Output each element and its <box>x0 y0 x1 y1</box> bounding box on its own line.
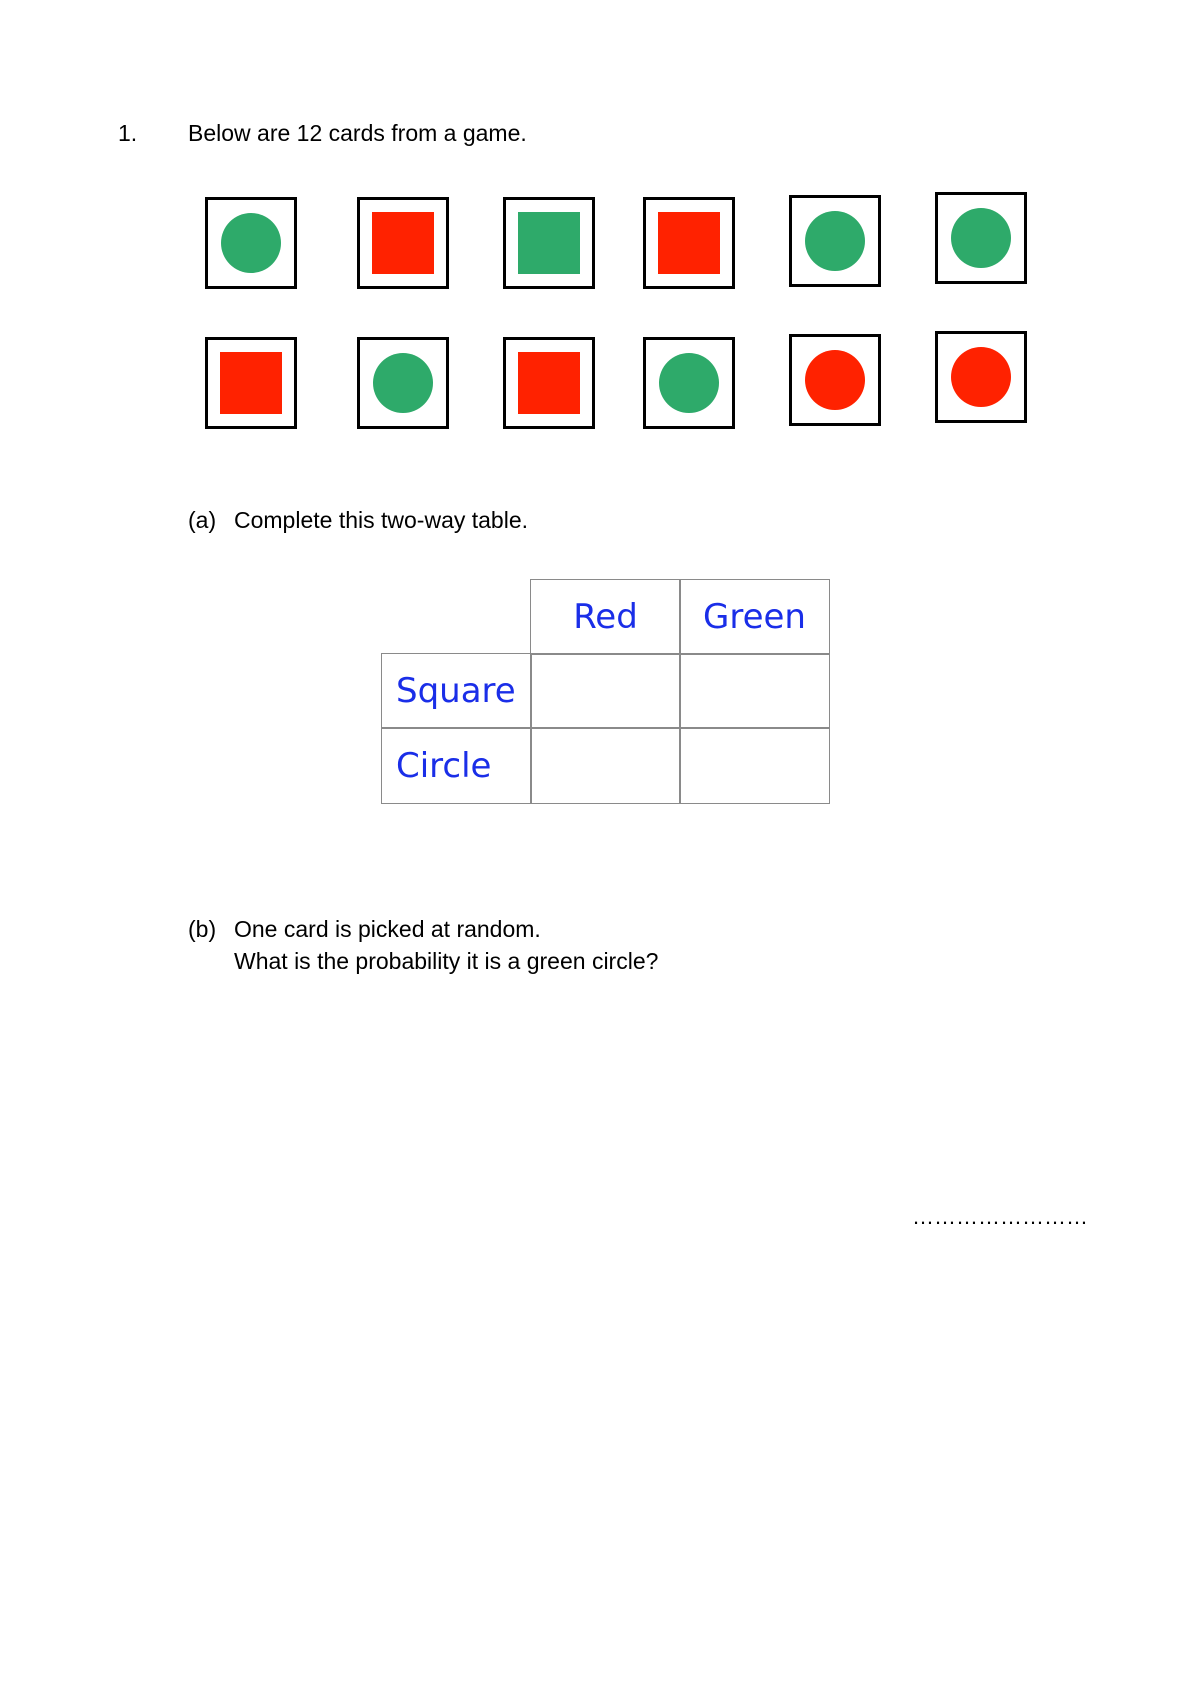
part-b-text-1: One card is picked at random. <box>234 916 541 942</box>
part-b-text-2: What is the probability it is a green circle? <box>234 948 659 974</box>
part-a-label: (a) <box>188 507 217 533</box>
card <box>357 337 449 429</box>
answer-cell-square-green[interactable] <box>679 653 830 729</box>
column-header-red: Red <box>530 579 681 655</box>
red-square-icon <box>220 352 282 414</box>
question-number: 1. <box>118 120 138 146</box>
green-circle-icon <box>805 211 865 271</box>
card <box>205 337 297 429</box>
green-circle-icon <box>373 353 433 413</box>
green-circle-icon <box>951 208 1011 268</box>
column-header-green: Green <box>679 579 830 655</box>
green-circle-icon <box>659 353 719 413</box>
part-b-line-1 <box>188 913 658 945</box>
card <box>205 197 297 289</box>
card <box>935 331 1027 423</box>
red-square-icon <box>518 352 580 414</box>
red-square-icon <box>372 212 434 274</box>
part-b-prompt <box>188 913 658 977</box>
row-header-circle: Circle <box>381 727 532 804</box>
red-square-icon <box>658 212 720 274</box>
question-text: Below are 12 cards from a game. <box>188 120 527 146</box>
answer-cell-square-red[interactable] <box>530 653 681 729</box>
green-circle-icon <box>221 213 281 273</box>
two-way-table <box>381 579 830 804</box>
card <box>643 337 735 429</box>
card <box>789 195 881 287</box>
card <box>935 192 1027 284</box>
part-b-label: (b) <box>188 916 217 942</box>
part-a-text: Complete this two-way table. <box>234 507 529 533</box>
row-header-square: Square <box>381 653 532 729</box>
card <box>789 334 881 426</box>
card <box>357 197 449 289</box>
red-circle-icon <box>951 347 1011 407</box>
answer-cell-circle-green[interactable] <box>679 727 830 804</box>
card <box>643 197 735 289</box>
part-a-prompt <box>188 506 528 534</box>
card <box>503 197 595 289</box>
answer-line[interactable]: …………………… <box>912 1204 1088 1229</box>
answer-cell-circle-red[interactable] <box>530 727 681 804</box>
red-circle-icon <box>805 350 865 410</box>
card <box>503 337 595 429</box>
green-square-icon <box>518 212 580 274</box>
